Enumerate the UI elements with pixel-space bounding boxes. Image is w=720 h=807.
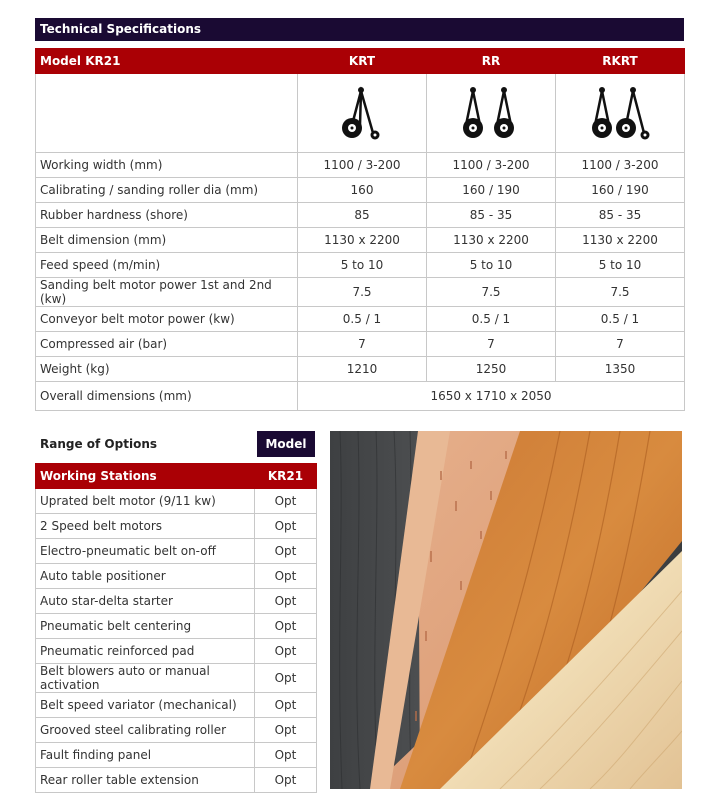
option-row [36, 718, 317, 743]
option-label: Auto table positioner [36, 564, 255, 589]
overall-dimensions-value: 1650 x 1710 x 2050 [298, 382, 685, 411]
spec-row-value: 5 to 10 [427, 253, 556, 278]
option-value: Opt [255, 768, 317, 793]
spec-row-label: Working width (mm) [36, 153, 298, 178]
option-value: Opt [255, 718, 317, 743]
spec-row-value: 5 to 10 [556, 253, 685, 278]
rkrt-belt-diagram-icon [588, 81, 652, 143]
spec-row-label: Feed speed (m/min) [36, 253, 298, 278]
spec-row-label: Weight (kg) [36, 357, 298, 382]
spec-row-value: 7.5 [556, 278, 685, 307]
spec-row-value: 1130 x 2200 [556, 228, 685, 253]
option-label: Rear roller table extension [36, 768, 255, 793]
spec-row-value: 1100 / 3-200 [427, 153, 556, 178]
option-row [36, 743, 317, 768]
option-value: Opt [255, 639, 317, 664]
spec-row-value: 1250 [427, 357, 556, 382]
option-label: Grooved steel calibrating roller [36, 718, 255, 743]
spec-row-value: 1210 [298, 357, 427, 382]
spec-icon-row [36, 74, 685, 153]
spec-row-value: 7 [298, 332, 427, 357]
option-row [36, 614, 317, 639]
spec-row-value: 160 / 190 [556, 178, 685, 203]
spec-row [36, 178, 685, 203]
tech-specs-title: Technical Specifications [35, 18, 684, 41]
spec-row [36, 307, 685, 332]
spec-row-value: 7 [556, 332, 685, 357]
options-table [35, 463, 317, 793]
option-value: Opt [255, 564, 317, 589]
spec-row [36, 332, 685, 357]
spec-row [36, 228, 685, 253]
spec-row [36, 253, 685, 278]
option-value: Opt [255, 693, 317, 718]
options-header-row [36, 464, 317, 489]
option-value: Opt [255, 539, 317, 564]
option-value: Opt [255, 489, 317, 514]
options-title: Range of Options [40, 437, 157, 451]
spec-row-value: 160 / 190 [427, 178, 556, 203]
spec-row-label: Compressed air (bar) [36, 332, 298, 357]
col-header-rkrt: RKRT [556, 49, 685, 74]
spec-row-value: 7.5 [427, 278, 556, 307]
krt-icon-cell [298, 74, 427, 153]
spec-row-value: 5 to 10 [298, 253, 427, 278]
spec-row [36, 203, 685, 228]
spec-row-value: 7.5 [298, 278, 427, 307]
option-label: Electro-pneumatic belt on-off [36, 539, 255, 564]
option-label: Belt blowers auto or manual activation [36, 664, 255, 693]
spec-row-value: 7 [427, 332, 556, 357]
wood-veneer-image [330, 431, 682, 789]
option-row [36, 489, 317, 514]
option-row [36, 664, 317, 693]
spec-row [36, 278, 685, 307]
rkrt-icon-cell [556, 74, 685, 153]
rr-belt-diagram-icon [459, 81, 523, 143]
spec-row-value: 0.5 / 1 [556, 307, 685, 332]
option-row [36, 514, 317, 539]
spec-row-overall [36, 382, 685, 411]
model-label: Model KR21 [36, 49, 298, 74]
spec-row [36, 153, 685, 178]
spec-row-value: 0.5 / 1 [298, 307, 427, 332]
option-row [36, 564, 317, 589]
spec-row-label: Conveyor belt motor power (kw) [36, 307, 298, 332]
spec-row-value: 1130 x 2200 [298, 228, 427, 253]
option-label: Auto star-delta starter [36, 589, 255, 614]
spec-row-value: 1100 / 3-200 [556, 153, 685, 178]
spec-body [36, 153, 685, 411]
icon-row-empty-cell [36, 74, 298, 153]
option-label: 2 Speed belt motors [36, 514, 255, 539]
option-label: Pneumatic belt centering [36, 614, 255, 639]
option-label: Uprated belt motor (9/11 kw) [36, 489, 255, 514]
spec-row-label: Sanding belt motor power 1st and 2nd (kw) [36, 278, 298, 307]
tech-specs-table [35, 48, 685, 411]
spec-row-value: 85 - 35 [556, 203, 685, 228]
option-value: Opt [255, 589, 317, 614]
spec-row-value: 1130 x 2200 [427, 228, 556, 253]
option-value: Opt [255, 514, 317, 539]
spec-row-value: 85 - 35 [427, 203, 556, 228]
col-header-krt: KRT [298, 49, 427, 74]
overall-dimensions-label: Overall dimensions (mm) [36, 382, 298, 411]
col-header-rr: RR [427, 49, 556, 74]
spec-header-row [36, 49, 685, 74]
spec-row [36, 357, 685, 382]
option-value: Opt [255, 743, 317, 768]
spec-row-value: 1100 / 3-200 [298, 153, 427, 178]
option-label: Belt speed variator (mechanical) [36, 693, 255, 718]
spec-row-value: 0.5 / 1 [427, 307, 556, 332]
rr-icon-cell [427, 74, 556, 153]
option-row [36, 589, 317, 614]
spec-row-label: Belt dimension (mm) [36, 228, 298, 253]
option-row [36, 693, 317, 718]
working-stations-header: Working Stations [36, 464, 255, 489]
option-row [36, 768, 317, 793]
options-body [36, 489, 317, 793]
option-row [36, 639, 317, 664]
kr21-header: KR21 [255, 464, 317, 489]
option-label: Fault finding panel [36, 743, 255, 768]
spec-row-label: Calibrating / sanding roller dia (mm) [36, 178, 298, 203]
spec-row-value: 1350 [556, 357, 685, 382]
option-label: Pneumatic reinforced pad [36, 639, 255, 664]
spec-row-value: 160 [298, 178, 427, 203]
option-row [36, 539, 317, 564]
model-badge: Model [257, 431, 315, 457]
krt-belt-diagram-icon [337, 81, 387, 143]
spec-row-value: 85 [298, 203, 427, 228]
spec-row-label: Rubber hardness (shore) [36, 203, 298, 228]
option-value: Opt [255, 614, 317, 639]
option-value: Opt [255, 664, 317, 693]
